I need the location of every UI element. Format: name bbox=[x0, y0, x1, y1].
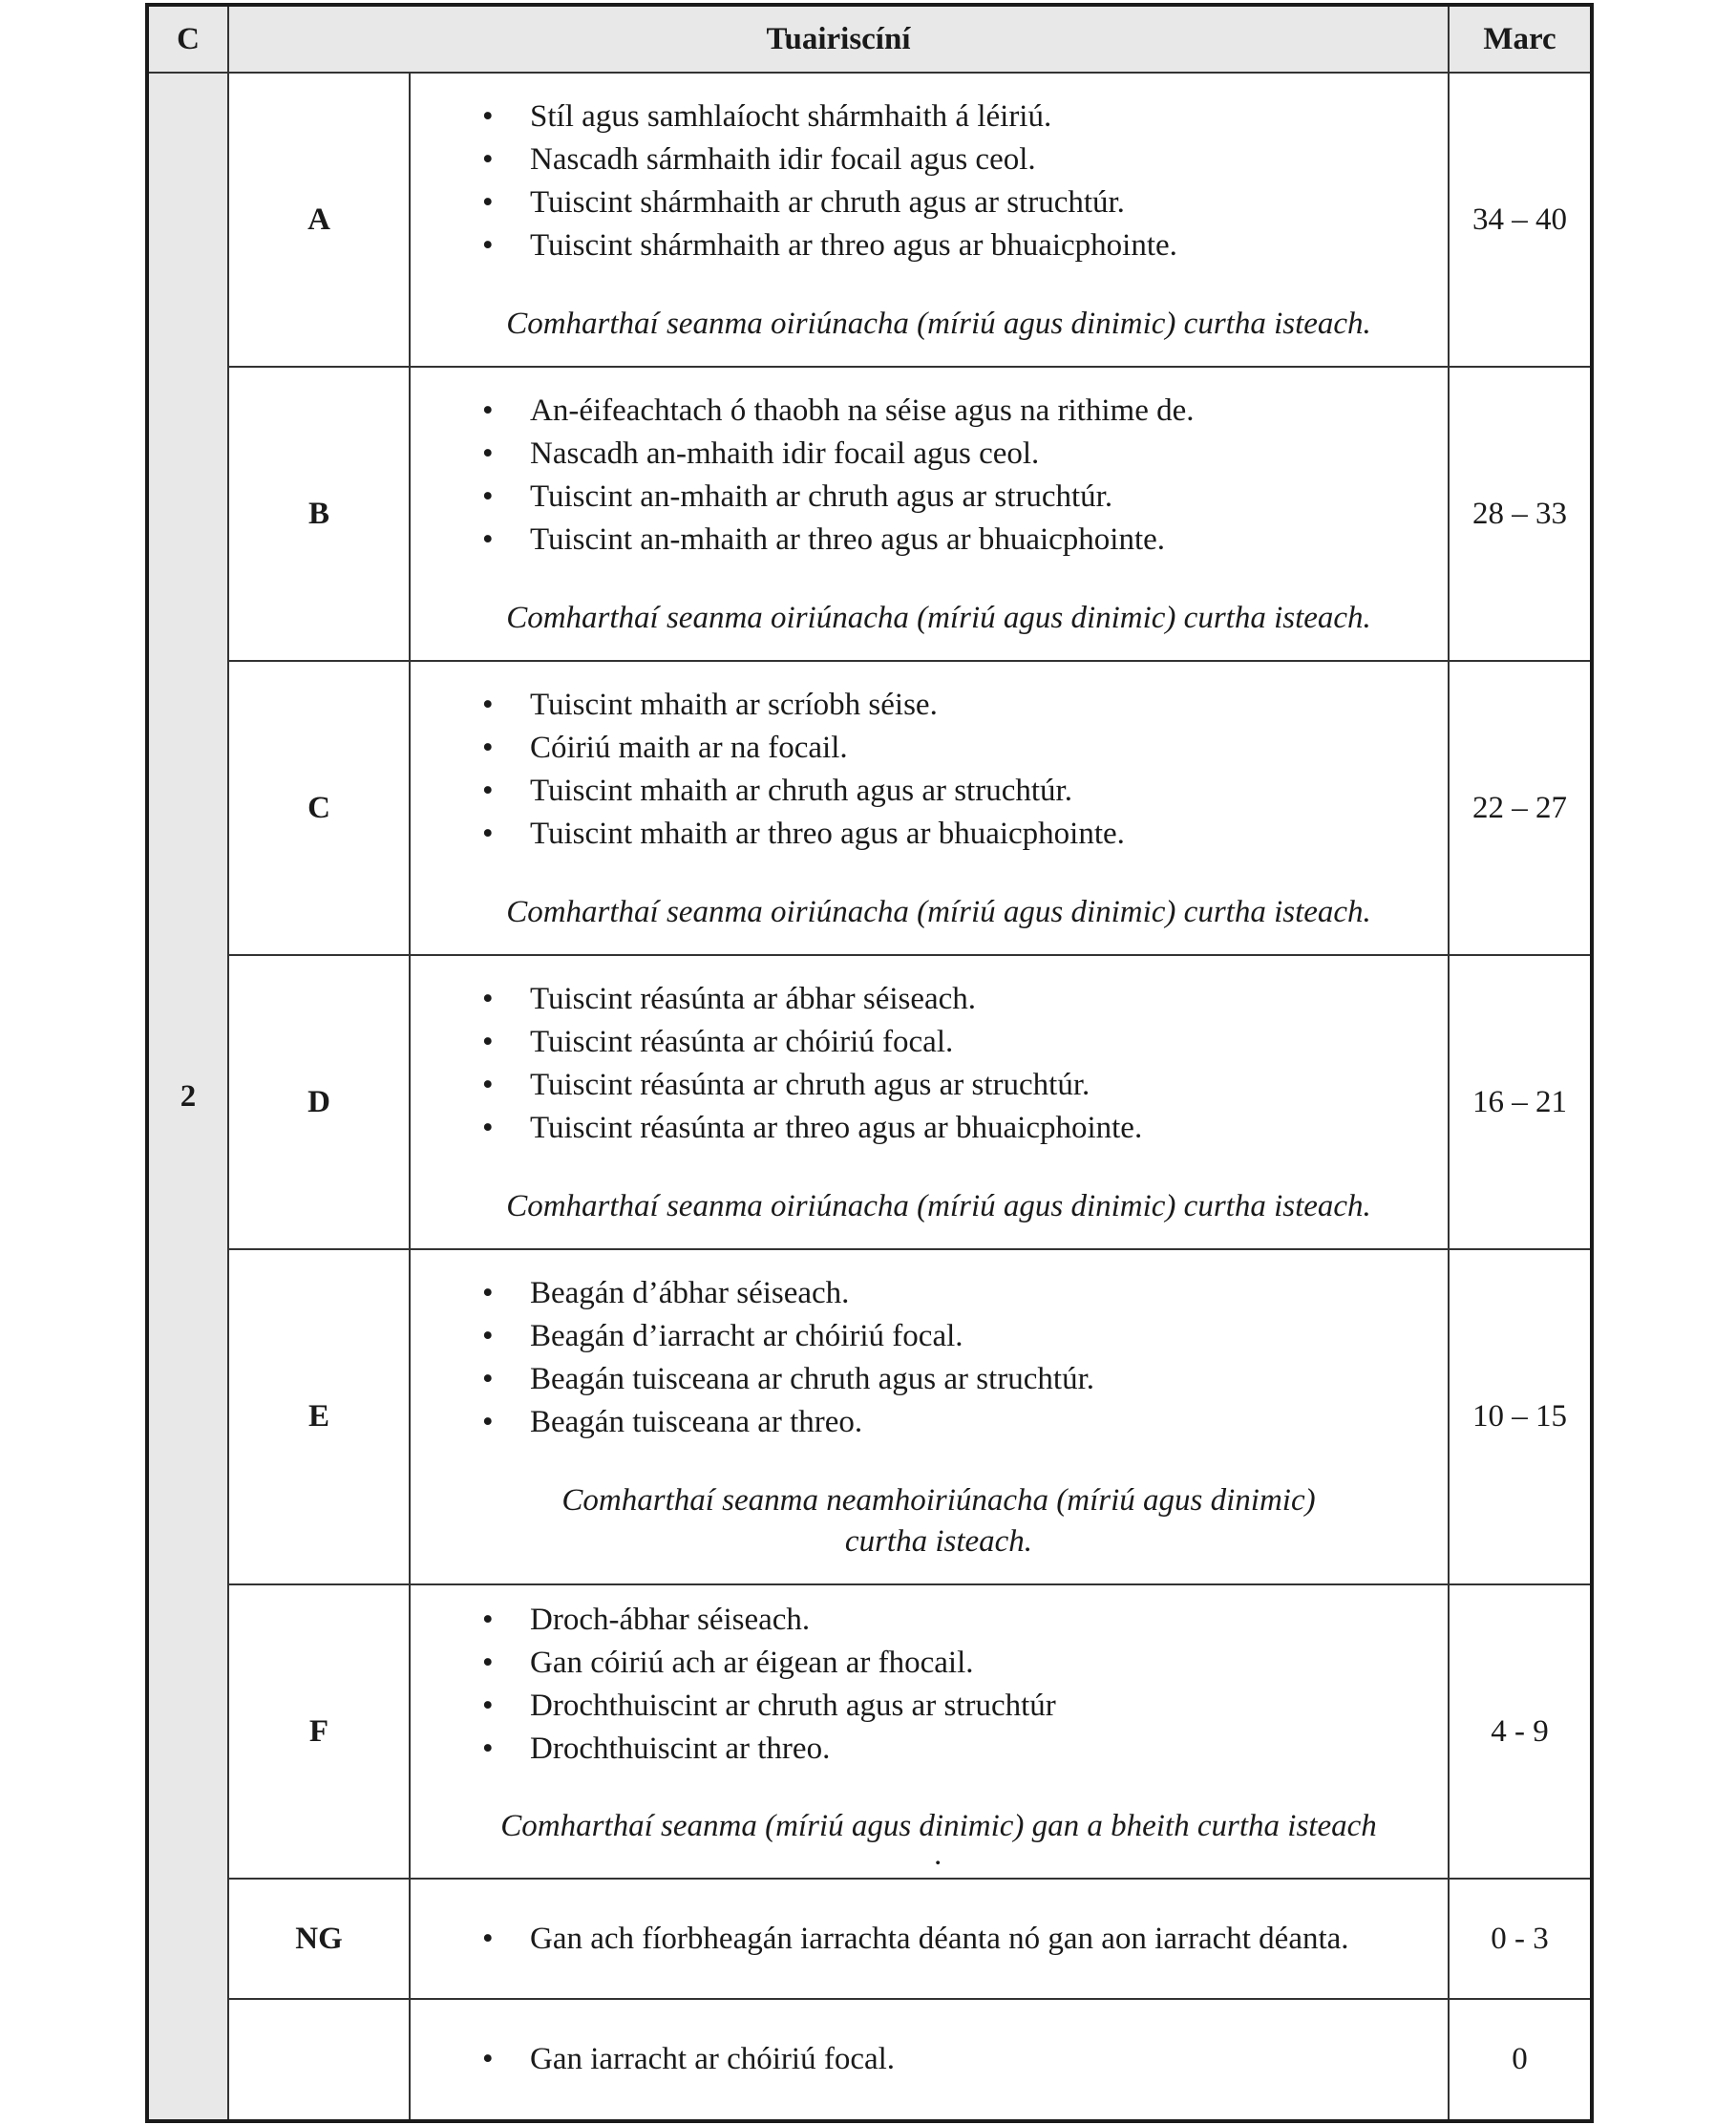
mark-range: 16 – 21 bbox=[1449, 955, 1592, 1249]
criteria-list bbox=[411, 684, 1448, 856]
performance-note bbox=[411, 1807, 1448, 1872]
mark-range: 0 bbox=[1449, 1999, 1592, 2121]
grade-row-b bbox=[147, 367, 1592, 661]
grade-label: C bbox=[228, 661, 410, 955]
grade-row-c bbox=[147, 661, 1592, 955]
criterion: • Tuiscint mhaith ar scríobh séise. bbox=[530, 684, 1448, 727]
criterion: • Tuiscint mhaith ar threo agus ar bhuaicphointe. bbox=[530, 813, 1448, 856]
criterion: • Drochthuiscint ar chruth agus ar struchtúr bbox=[530, 1685, 1448, 1728]
header-comments: Tuairiscíní bbox=[228, 5, 1449, 73]
criterion: • Nascadh sármhaith idir focail agus ceol. bbox=[530, 138, 1448, 181]
criterion: • Tuiscint an-mhaith ar threo agus ar bhuaicphointe. bbox=[530, 519, 1448, 562]
criterion: • Drochthuiscint ar threo. bbox=[530, 1728, 1448, 1771]
grade-label: E bbox=[228, 1249, 410, 1584]
grade-description bbox=[410, 1249, 1449, 1584]
note-line: Comharthaí seanma neamhoiriúnacha (míriú agus dinimic) bbox=[561, 1482, 1316, 1518]
criterion: • Gan cóiriú ach ar éigean ar fhocail. bbox=[530, 1642, 1448, 1685]
criterion: • Tuiscint shármhaith ar threo agus ar bhuaicphointe. bbox=[530, 224, 1448, 267]
criterion: • Beagán d’ábhar séiseach. bbox=[530, 1272, 1448, 1315]
performance-note: Comharthaí seanma oiriúnacha (míriú agus dinimic) curtha isteach. bbox=[506, 600, 1371, 635]
mark-range: 34 – 40 bbox=[1449, 73, 1592, 367]
criterion: • Tuiscint réasúnta ar chruth agus ar struchtúr. bbox=[530, 1064, 1448, 1107]
mark-range: 22 – 27 bbox=[1449, 661, 1592, 955]
grade-description bbox=[410, 1879, 1449, 1999]
grade-row-none bbox=[147, 1999, 1592, 2121]
grade-row-ng bbox=[147, 1879, 1592, 1999]
criteria-list bbox=[411, 1272, 1448, 1444]
header-question: C bbox=[147, 5, 228, 73]
criterion: • Tuiscint an-mhaith ar chruth agus ar struchtúr. bbox=[530, 476, 1448, 519]
grade-description bbox=[410, 1584, 1449, 1879]
mark-range: 0 - 3 bbox=[1449, 1879, 1592, 1999]
marking-scheme-table bbox=[145, 3, 1594, 2123]
note-line: . bbox=[934, 1838, 943, 1872]
header-row bbox=[147, 5, 1592, 73]
criteria-list bbox=[411, 1921, 1448, 1957]
performance-note: Comharthaí seanma oiriúnacha (míriú agus dinimic) curtha isteach. bbox=[506, 894, 1371, 929]
mark-range: 10 – 15 bbox=[1449, 1249, 1592, 1584]
criterion: • An-éifeachtach ó thaobh na séise agus na rithime de. bbox=[530, 390, 1448, 433]
criteria-list bbox=[411, 1599, 1448, 1771]
criterion: • Droch-ábhar séiseach. bbox=[530, 1599, 1448, 1642]
grade-description bbox=[410, 1999, 1449, 2121]
grade-description bbox=[410, 367, 1449, 661]
grade-description bbox=[410, 73, 1449, 367]
criteria-list bbox=[411, 390, 1448, 562]
criterion: • Gan iarracht ar chóiriú focal. bbox=[530, 2038, 1448, 2081]
criteria-list bbox=[411, 2038, 1448, 2081]
note-line: curtha isteach. bbox=[844, 1523, 1033, 1559]
grade-row-d bbox=[147, 955, 1592, 1249]
criterion: • Stíl agus samhlaíocht shármhaith á léiriú. bbox=[530, 96, 1448, 138]
criterion: • Beagán d’iarracht ar chóiriú focal. bbox=[530, 1315, 1448, 1358]
criterion: • Tuiscint mhaith ar chruth agus ar struchtúr. bbox=[530, 770, 1448, 813]
criterion: • Tuiscint réasúnta ar chóiriú focal. bbox=[530, 1021, 1448, 1064]
criterion: • Beagán tuisceana ar threo. bbox=[530, 1401, 1448, 1444]
criterion: • Gan ach fíorbheagán iarrachta déanta nó gan aon iarracht déanta. bbox=[530, 1921, 1448, 1957]
grade-row-f bbox=[147, 1584, 1592, 1879]
header-mark: Marc bbox=[1449, 5, 1592, 73]
grade-label: A bbox=[228, 73, 410, 367]
grade-label: B bbox=[228, 367, 410, 661]
grade-label: D bbox=[228, 955, 410, 1249]
performance-note bbox=[411, 1480, 1448, 1562]
grade-description bbox=[410, 955, 1449, 1249]
question-number: 2 bbox=[147, 73, 228, 2121]
grade-label bbox=[228, 1999, 410, 2121]
grade-row-a bbox=[147, 73, 1592, 367]
criterion: • Tuiscint réasúnta ar ábhar séiseach. bbox=[530, 978, 1448, 1021]
mark-range: 4 - 9 bbox=[1449, 1584, 1592, 1879]
criteria-list bbox=[411, 96, 1448, 267]
criterion: • Beagán tuisceana ar chruth agus ar struchtúr. bbox=[530, 1358, 1448, 1401]
criteria-list bbox=[411, 978, 1448, 1150]
criterion: • Tuiscint shármhaith ar chruth agus ar struchtúr. bbox=[530, 181, 1448, 224]
grade-label: F bbox=[228, 1584, 410, 1879]
criterion: • Tuiscint réasúnta ar threo agus ar bhuaicphointe. bbox=[530, 1107, 1448, 1150]
note-line: Comharthaí seanma (míriú agus dinimic) gan a bheith curtha isteach bbox=[500, 1809, 1377, 1843]
criterion: • Nascadh an-mhaith idir focail agus ceol. bbox=[530, 433, 1448, 476]
performance-note: Comharthaí seanma oiriúnacha (míriú agus dinimic) curtha isteach. bbox=[506, 1188, 1371, 1223]
grade-row-e bbox=[147, 1249, 1592, 1584]
criterion: • Cóiriú maith ar na focail. bbox=[530, 727, 1448, 770]
grade-label: NG bbox=[228, 1879, 410, 1999]
grade-description bbox=[410, 661, 1449, 955]
performance-note: Comharthaí seanma oiriúnacha (míriú agus dinimic) curtha isteach. bbox=[506, 306, 1371, 341]
mark-range: 28 – 33 bbox=[1449, 367, 1592, 661]
